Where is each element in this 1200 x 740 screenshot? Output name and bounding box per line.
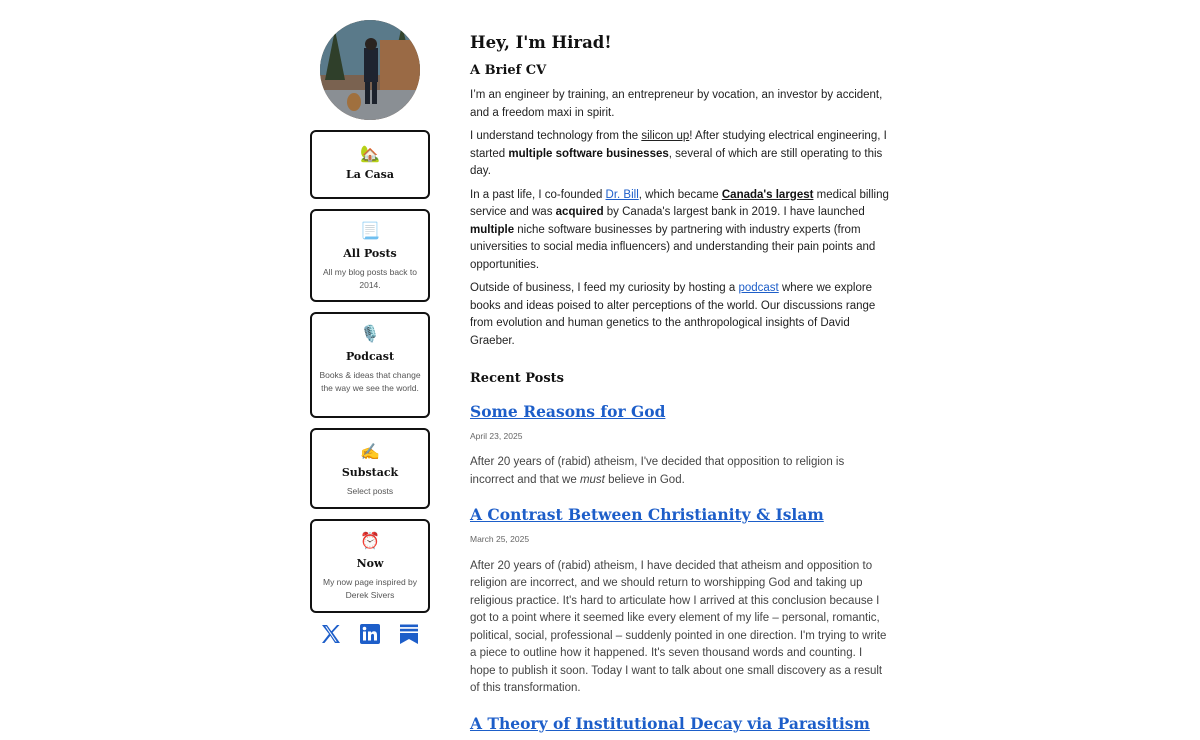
alarm-clock-icon: ⏰ [360,531,380,550]
nav-card-title: Podcast [345,350,395,363]
cv-paragraph-2: I understand technology from the silicon up! After studying electrical engineering, I started multiple software businesses, several of which are still operating to this day. [470,130,887,177]
page-title: Hey, I'm Hirad! [470,33,612,52]
writing-hand-icon: ✍️ [360,442,380,461]
post-date: April 23, 2025 [470,430,523,441]
cv-heading: A Brief CV [470,62,547,78]
avatar [320,20,420,120]
social-links [320,623,420,645]
nav-card-all-posts[interactable] [310,209,430,302]
house-icon: 🏡 [360,144,380,163]
nav-card-substack[interactable] [310,428,430,509]
post-title-link[interactable]: A Contrast Between Christianity & Islam [470,505,824,524]
page-icon: 📃 [360,221,380,240]
nav-card-la-casa[interactable] [310,130,430,199]
post-item [470,714,890,734]
nav-card-title: Substack [341,466,399,479]
nav-card-description: All my blog posts back to 2014. [322,267,417,290]
substack-icon[interactable] [398,623,420,645]
post-item [470,402,890,490]
microphone-icon: 🎙️ [360,324,380,343]
x-icon[interactable] [320,623,342,645]
post-title-link[interactable]: Some Reasons for God [470,401,666,421]
main-content [470,34,890,740]
canadas-largest-link[interactable]: Canada's largest [721,188,814,201]
linkedin-icon[interactable] [359,623,381,645]
post-excerpt: After 20 years of (rabid) atheism, I've decided that opposition to religion is incorrect and that we must believe in God. [470,456,845,486]
nav-card-description: My now page inspired by Derek Sivers [322,577,418,600]
cv-paragraph-4: Outside of business, I feed my curiosity by hosting a podcast where we explore books and ideas poised to alter perceptions of the world. Our discussions range from evolution and human genetics to the anthropological insights of David Graeber. [470,282,876,347]
nav-card-now[interactable] [310,519,430,613]
podcast-link[interactable]: podcast [738,282,779,294]
post-item [470,505,890,698]
sidebar [310,20,430,645]
nav-card-description: Select posts [346,486,394,496]
cv-paragraph-1: I’m an engineer by training, an entrepreneur by vocation, an investor by accident, and a freedom maxi in spirit. [470,89,883,119]
post-date: March 25, 2025 [470,534,530,544]
silicon-up-link[interactable]: silicon up [641,130,690,142]
avatar-photo [320,20,420,120]
dr-bill-link[interactable]: Dr. Bill [605,188,639,201]
nav-card-podcast[interactable] [310,312,430,418]
post-excerpt: After 20 years of (rabid) atheism, I have decided that atheism and opposition to religion are incorrect, and we should return to worshipping God and taking up religious practice. It's hard to articulate how I arrived at this conclusion because I got to a point where it seemed like every element of my life – personal, romantic, political, social, professional – suddenly pointed in one direction. I'm trying to write a piece to outline how it happened. It's seven thousand words and counting. I hope to publish it soon. Today I want to talk about one small discovery as a result of this transformation. [470,559,887,694]
nav-card-title: La Casa [346,168,394,181]
recent-posts-heading: Recent Posts [470,371,564,386]
cv-paragraph-3: In a past life, I co-founded Dr. Bill, which became Canada's largest medical billing service and was acquired by Canada's largest bank in 2019. I have launched multiple niche software businesses by partnering with industry experts (from universities to social media influencers) and understanding their pain points and opportunities. [470,188,889,271]
nav-card-description: Books & ideas that change the way we see the world. [319,370,421,393]
post-title-link[interactable]: A Theory of Institutional Decay via Parasitism [470,713,870,733]
nav-card-title: All Posts [343,247,397,260]
nav-card-title: Now [356,557,384,570]
